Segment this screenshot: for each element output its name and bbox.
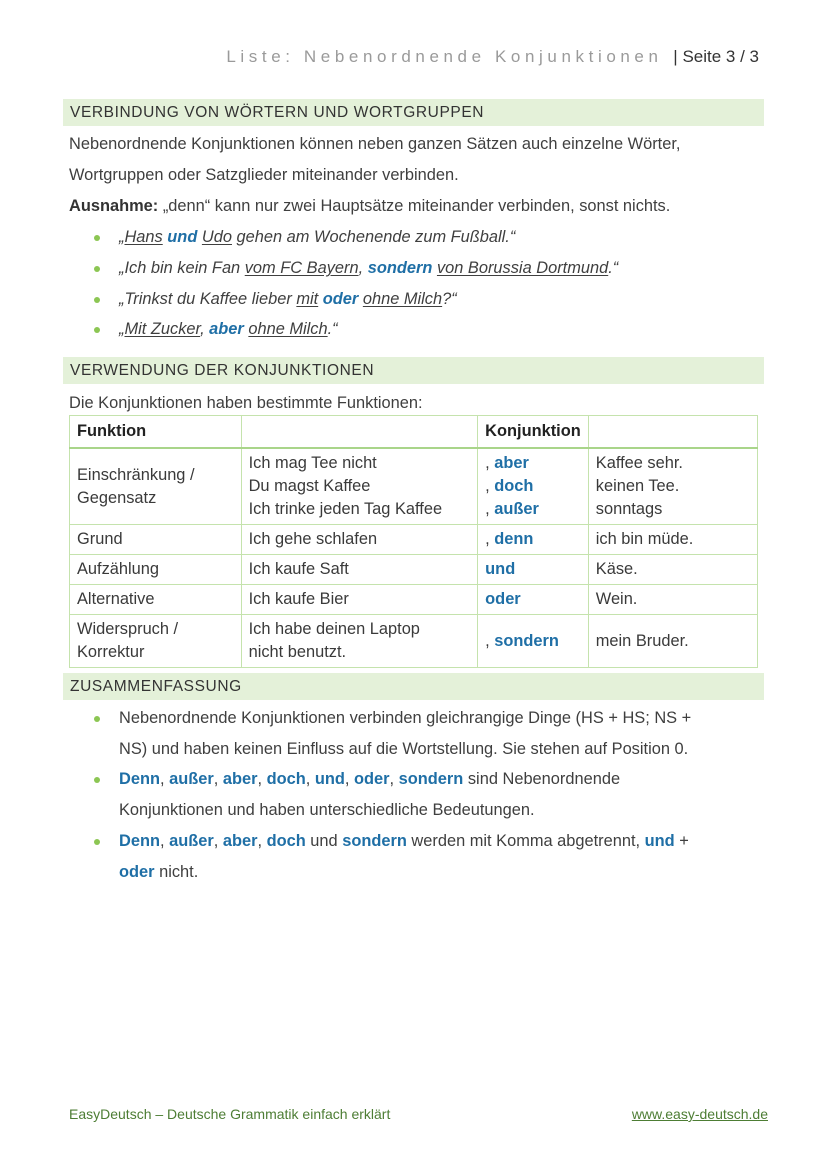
- conjunction-cell: , aber , doch , außer: [478, 448, 589, 525]
- page-header: [226, 47, 759, 67]
- conjunction: und: [167, 228, 198, 246]
- example-sentence: „Ich bin kein Fan vom FC Bayern, sondern von Borussia Dortmund.“: [119, 259, 619, 277]
- sentence-cell: Ich kaufe Saft: [241, 555, 478, 585]
- function-cell: Grund: [70, 525, 242, 555]
- sentence-cell: ich bin müde.: [588, 525, 757, 555]
- column-header: [241, 416, 478, 449]
- column-header: [588, 416, 757, 449]
- page-number: Seite 3 / 3: [682, 47, 759, 66]
- summary-text: NS) und haben keinen Einfluss auf die Wortstellung. Sie stehen auf Position 0.: [119, 740, 689, 758]
- summary-text: oder nicht.: [119, 863, 199, 881]
- bullet-icon: [94, 716, 102, 724]
- paragraph-line: Wortgruppen oder Satzglieder miteinander verbinden.: [69, 166, 459, 184]
- exception-text: „denn“ kann nur zwei Hauptsätze miteinander verbinden, sonst nichts.: [162, 197, 671, 215]
- section-heading-verbindung: VERBINDUNG VON WÖRTERN UND WORTGRUPPEN: [63, 99, 764, 126]
- bullet-icon: [94, 266, 102, 274]
- conjunction-cell: oder: [478, 585, 589, 615]
- sentence-cell: Ich gehe schlafen: [241, 525, 478, 555]
- conjunction-table: [69, 415, 758, 668]
- table-row: [70, 448, 758, 525]
- section-heading-verwendung: VERWENDUNG DER KONJUNKTIONEN: [63, 357, 764, 384]
- function-cell: Aufzählung: [70, 555, 242, 585]
- example-sentence: „Hans und Udo gehen am Wochenende zum Fußball.“: [119, 228, 516, 246]
- table-row: [70, 585, 758, 615]
- conjunction-cell: , denn: [478, 525, 589, 555]
- example-sentence: „Trinkst du Kaffee lieber mit oder ohne Milch?“: [119, 290, 457, 308]
- bullet-icon: [94, 839, 102, 847]
- summary-text: Denn, außer, aber, doch und sondern werden mit Komma abgetrennt, und +: [119, 832, 689, 850]
- sentence-cell: Käse.: [588, 555, 757, 585]
- table-header-row: [70, 416, 758, 449]
- footer-tagline: EasyDeutsch – Deutsche Grammatik einfach erklärt: [69, 1106, 391, 1122]
- exception-line: [69, 197, 670, 216]
- conjunction-cell: und: [478, 555, 589, 585]
- sentence-cell: Wein.: [588, 585, 757, 615]
- bullet-icon: [94, 297, 102, 305]
- sentence-cell: Kaffee sehr. keinen Tee. sonntags: [588, 448, 757, 525]
- header-separator: |: [673, 47, 678, 66]
- exception-label: Ausnahme:: [69, 197, 159, 215]
- bullet-icon: [94, 777, 102, 785]
- table-row: [70, 555, 758, 585]
- section-heading-zusammenfassung: ZUSAMMENFASSUNG: [63, 673, 764, 700]
- example-sentence: „Mit Zucker, aber ohne Milch.“: [119, 320, 338, 338]
- table-intro: Die Konjunktionen haben bestimmte Funktionen:: [69, 394, 423, 412]
- table-row: [70, 615, 758, 668]
- function-cell: Widerspruch / Korrektur: [70, 615, 242, 668]
- footer-link[interactable]: www.easy-deutsch.de: [631, 1106, 768, 1122]
- conjunction: aber: [209, 320, 244, 338]
- table-row: [70, 525, 758, 555]
- conjunction: oder: [322, 290, 359, 308]
- bullet-icon: [94, 235, 102, 243]
- column-header: Funktion: [70, 416, 242, 449]
- function-cell: Einschränkung / Gegensatz: [70, 448, 242, 525]
- paragraph-line: Nebenordnende Konjunktionen können neben ganzen Sätzen auch einzelne Wörter,: [69, 135, 681, 153]
- function-cell: Alternative: [70, 585, 242, 615]
- summary-text: Denn, außer, aber, doch, und, oder, sondern sind Nebenordnende: [119, 770, 621, 788]
- sentence-cell: Ich kaufe Bier: [241, 585, 478, 615]
- sentence-cell: Ich mag Tee nicht Du magst Kaffee Ich trinke jeden Tag Kaffee: [241, 448, 478, 525]
- summary-text: Konjunktionen und haben unterschiedliche Bedeutungen.: [119, 801, 535, 819]
- conjunction: sondern: [367, 259, 433, 277]
- column-header: Konjunktion: [478, 416, 589, 449]
- sentence-cell: Ich habe deinen Laptop nicht benutzt.: [241, 615, 478, 668]
- bullet-icon: [94, 327, 102, 335]
- document-title: Liste: Nebenordnende Konjunktionen: [226, 47, 663, 66]
- sentence-cell: mein Bruder.: [588, 615, 757, 668]
- summary-text: Nebenordnende Konjunktionen verbinden gleichrangige Dinge (HS + HS; NS +: [119, 709, 692, 727]
- conjunction-cell: , sondern: [478, 615, 589, 668]
